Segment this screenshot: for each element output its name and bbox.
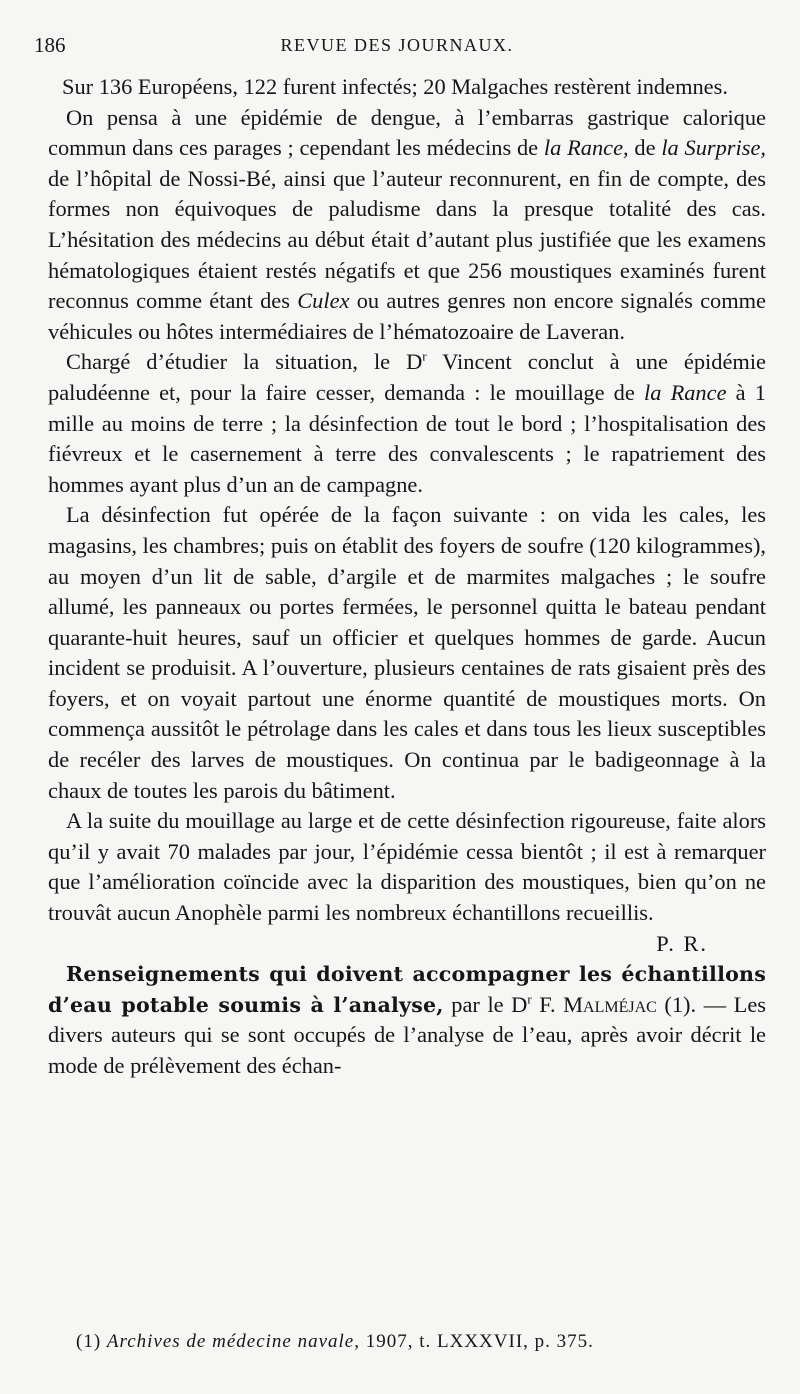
footnote-journal: Archives de médecine navale, bbox=[106, 1331, 360, 1352]
page-number: 186 bbox=[34, 33, 66, 57]
footnote-citation: 1907, t. LXXXVII, p. 375. bbox=[359, 1331, 594, 1352]
paragraph-3-text-b: Vincent conclut à une épidémie paludéenne et, pour la faire cesser, demanda : le mouillage de bbox=[48, 349, 766, 405]
paragraph-5: A la suite du mouillage au large et de cette désinfection rigoureuse, faite alors qu’il y avait 70 malades par jour, l’épidémie cessa bientôt ; il est à remarquer que l’amélioration coïncide avec la disparition des moustiques, bien qu’on ne trouvât aucun Anophèle parmi les nombreux échantillons recueillis. bbox=[48, 808, 766, 926]
ship-name-surprise: la Surprise, bbox=[661, 135, 766, 161]
author-signature: P. R. bbox=[656, 930, 708, 956]
paragraph-2 bbox=[48, 103, 766, 348]
paragraph-3-text-a: Chargé d’étudier la situation, le D bbox=[66, 349, 423, 375]
byline-superscript: r bbox=[527, 991, 532, 1007]
ship-name-rance: la Rance, bbox=[543, 135, 629, 161]
article-text: — Les divers auteurs qui se sont occupés de l’analyse de l’eau, après avoir décrit le mode de prélèvement des échan- bbox=[48, 991, 766, 1078]
article-heading: Renseignements qui doivent accompagner les échantillons d’eau potable soumis à l’analyse, bbox=[48, 962, 766, 1017]
paragraph-2-text-c: de l’hôpital de Nossi-Bé, ainsi que l’auteur reconnurent, en fin de compte, des formes non équivoques de paludisme dans la presque totalité des cas. L’hésitation des médecins au début était d’autant plus justifiée que les examens hématologiques étaient restés négatifs et que 256 moustiques examinés furent reconnus comme étant des bbox=[48, 165, 766, 314]
article-body bbox=[48, 72, 766, 1082]
paragraph-2-text-a: On pensa à une épidémie de dengue, à l’embarras gastrique calorique commun dans ces parages ; cependant les médecins de bbox=[48, 104, 766, 161]
byline-prefix: par le D bbox=[443, 991, 528, 1017]
footnote bbox=[76, 1331, 776, 1353]
paragraph-3 bbox=[48, 347, 766, 500]
paragraph-1: Sur 136 Européens, 122 furent infectés; 20 Malgaches restèrent indemnes. bbox=[62, 74, 728, 99]
paragraph-2-text-d: ou autres genres non encore signalés comme véhicules ou hôtes intermédiaires de l’hématozoaire de Laveran. bbox=[48, 288, 766, 344]
paragraph-4: La désinfection fut opérée de la façon suivante : on vida les cales, les magasins, les chambres; puis on établit des foyers de soufre (120 kilogrammes), au moyen d’un lit de sable, d’argile et de marmites malgaches ; le soufre allumé, les panneaux ou portes fermées, le personnel quitta le bateau pendant quarante-huit heures, sauf un officier et quelques hommes de garde. Aucun incident se produisit. A l’ouverture, plusieurs centaines de rats gisaient près des foyers, et on voyait partout une énorme quantité de moustiques morts. On commença aussitôt le pétrolage dans les cales et dans tous les lieux susceptibles de recéler des larves de moustiques. On continua par le badigeonnage à la chaux de toutes les parois du bâtiment. bbox=[48, 502, 766, 803]
running-title: REVUE DES JOURNAUX. bbox=[280, 35, 514, 55]
author-name: F. Malméjac bbox=[531, 991, 657, 1017]
footnote-marker: (1) bbox=[76, 1331, 107, 1352]
next-article bbox=[48, 959, 766, 1081]
genus-culex: Culex bbox=[297, 288, 350, 314]
page-header bbox=[34, 33, 760, 61]
footnote-reference: (1). bbox=[656, 991, 697, 1017]
paragraph-3-text-c: à 1 mille au moins de terre ; la désinfection de tout le bord ; l’hospitalisation des fiévreux et le casernement à terre des convalescents ; le rapatriement des hommes ayant plus d’un an de campagne. bbox=[48, 379, 766, 497]
ship-name-rance-2: la Rance bbox=[643, 379, 727, 405]
doctor-superscript: r bbox=[422, 348, 427, 364]
paragraph-2-text-b: de bbox=[628, 135, 662, 161]
